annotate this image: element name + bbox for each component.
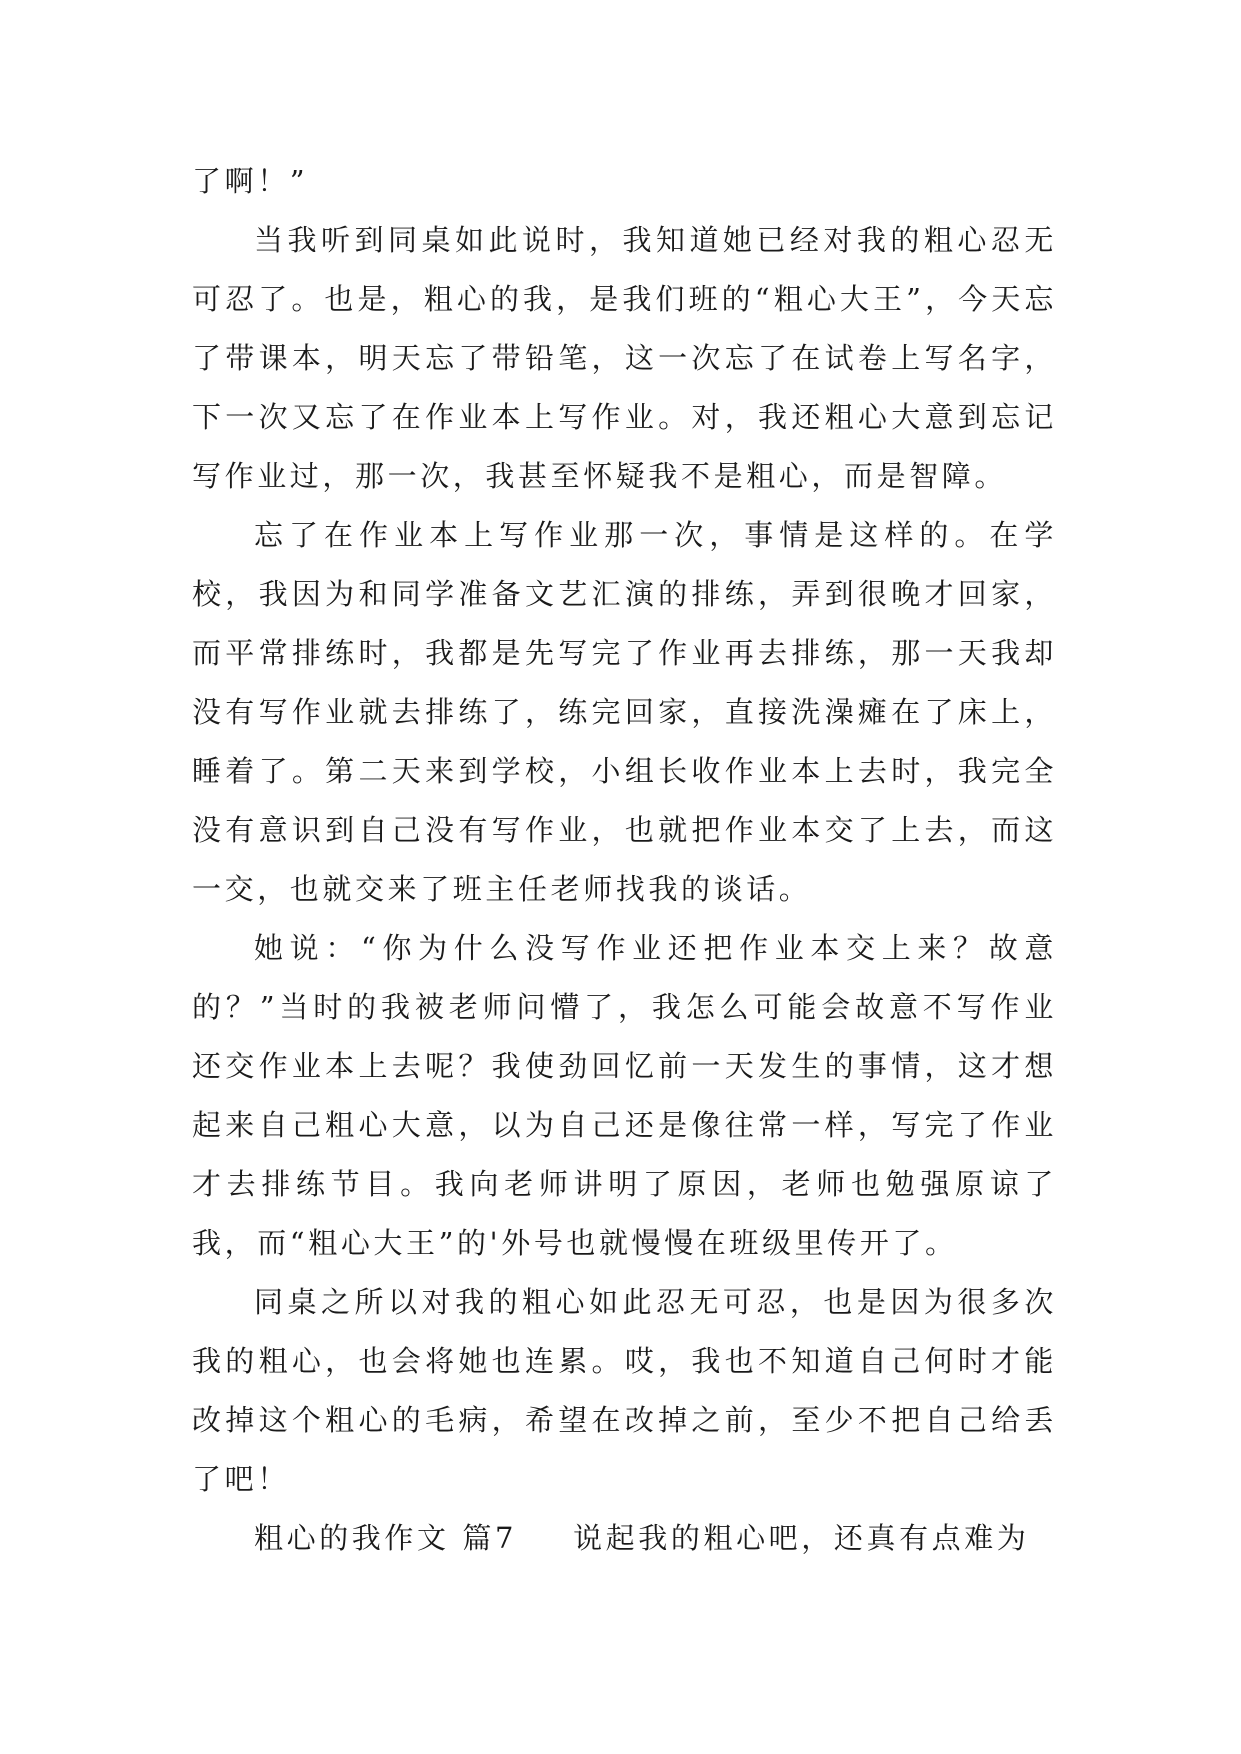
paragraph-continuation: 了啊！” [192,164,309,198]
paragraph: 当我听到同桌如此说时，我知道她已经对我的粗心忍无可忍了。也是，粗心的我，是我们班的“粗心大王”，今天忘了带课本，明天忘了带铅笔，这一次忘了在试卷上写名字，下一次又忘了在作业本上写作业。对，我还粗心大意到忘记写作业过，那一次，我甚至怀疑我不是粗心，而是智障。 [192,223,1057,493]
section-heading-line [192,1509,1057,1568]
paragraph: 忘了在作业本上写作业那一次，事情是这样的。在学校，我因为和同学准备文艺汇演的排练，弄到很晚才回家，而平常排练时，我都是先写完了作业再去排练，那一天我却没有写作业就去排练了，练完回家，直接洗澡瘫在了床上，睡着了。第二天来到学校，小组长收作业本上去时，我完全没有意识到自己没有写作业，也就把作业本交了上去，而这一交，也就交来了班主任老师找我的谈话。 [192,518,1057,906]
section-title: 粗心的我作文 篇7 [254,1521,518,1555]
paragraph: 同桌之所以对我的粗心如此忍无可忍，也是因为很多次我的粗心，也会将她也连累。哎，我也不知道自己何时才能改掉这个粗心的毛病，希望在改掉之前，至少不把自己给丢了吧！ [192,1285,1057,1496]
paragraph: 她说：“你为什么没写作业还把作业本交上来？故意的？”当时的我被老师问懵了，我怎么可能会故意不写作业还交作业本上去呢？我使劲回忆前一天发生的事情，这才想起来自己粗心大意，以为自己还是像往常一样，写完了作业才去排练节目。我向老师讲明了原因，老师也勉强原谅了我，而“粗心大王”的'外号也就慢慢在班级里传开了。 [192,931,1057,1260]
section-opening-text: 说起我的粗心吧，还真有点难为 [573,1521,1030,1555]
document-page [192,152,1057,1568]
